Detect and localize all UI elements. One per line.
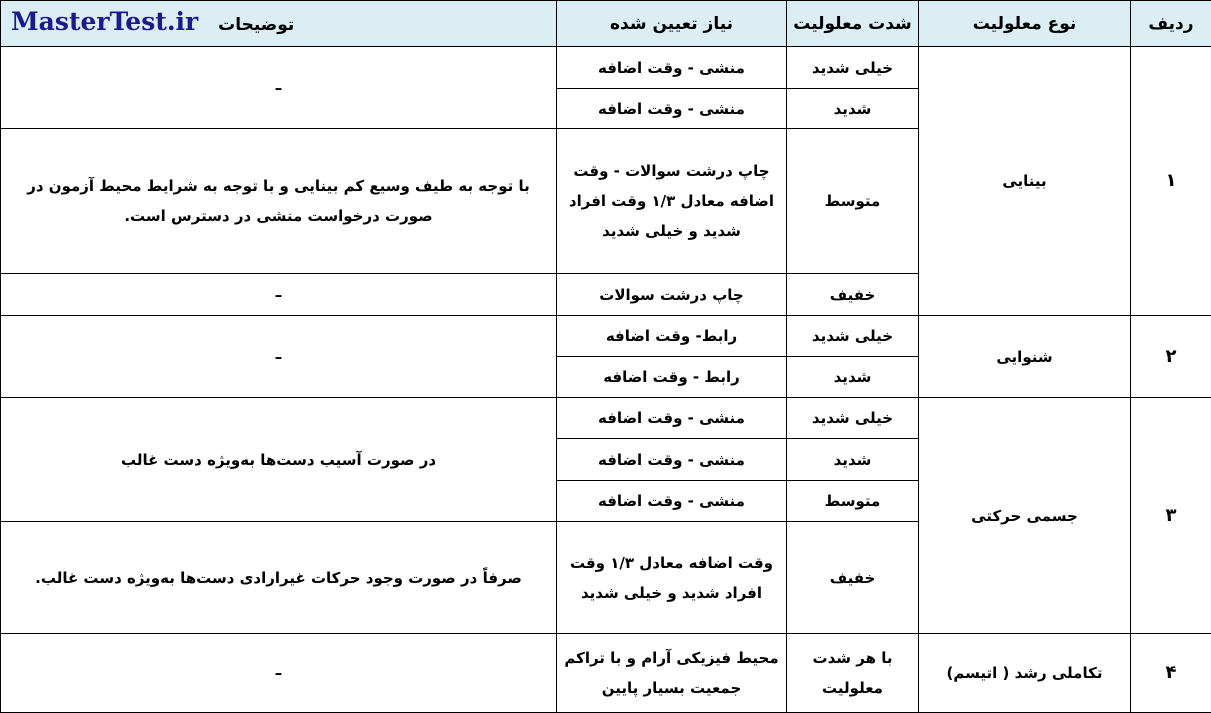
notes: – bbox=[1, 316, 557, 398]
notes: در صورت آسیب دست‌ها به‌ویژه دست غالب bbox=[1, 398, 557, 522]
table-row bbox=[1, 316, 1211, 357]
notes: صرفاً در صورت وجود حرکات غیرارادی دست‌ها به‌ویژه دست غالب. bbox=[1, 522, 557, 634]
severity: خیلی شدید bbox=[787, 316, 919, 357]
row-number: ۱ bbox=[1131, 47, 1211, 316]
notes: – bbox=[1, 634, 557, 713]
notes: – bbox=[1, 47, 557, 129]
disability-type: تکاملی رشد ( اتیسم) bbox=[919, 634, 1131, 713]
severity: متوسط bbox=[787, 129, 919, 274]
need: چاپ درشت سوالات bbox=[557, 274, 787, 316]
disability-type: شنوایی bbox=[919, 316, 1131, 398]
need: رابط- وقت اضافه bbox=[557, 316, 787, 357]
row-number: ۳ bbox=[1131, 398, 1211, 634]
severity: خیلی شدید bbox=[787, 47, 919, 89]
header-severity: شدت معلولیت bbox=[787, 1, 919, 47]
need: منشی - وقت اضافه bbox=[557, 89, 787, 129]
table-row bbox=[1, 398, 1211, 439]
header-need: نیاز تعیین شده bbox=[557, 1, 787, 47]
severity: شدید bbox=[787, 89, 919, 129]
table-row bbox=[1, 47, 1211, 89]
severity: با هر شدت معلولیت bbox=[787, 634, 919, 713]
severity: خیلی شدید bbox=[787, 398, 919, 439]
severity: شدید bbox=[787, 439, 919, 481]
disability-type: بینایی bbox=[919, 47, 1131, 316]
need: منشی - وقت اضافه bbox=[557, 47, 787, 89]
severity: شدید bbox=[787, 357, 919, 398]
notes: با توجه به طیف وسیع کم بینایی و با توجه به شرایط محیط آزمون در صورت درخواست منشی در دسترس است. bbox=[1, 129, 557, 274]
row-number: ۲ bbox=[1131, 316, 1211, 398]
severity: خفیف bbox=[787, 522, 919, 634]
need: منشی - وقت اضافه bbox=[557, 481, 787, 522]
need: رابط - وقت اضافه bbox=[557, 357, 787, 398]
header-row bbox=[1, 1, 1211, 47]
need: وقت اضافه معادل ۱/۳ وقت افراد شدید و خیلی شدید bbox=[557, 522, 787, 634]
need: منشی - وقت اضافه bbox=[557, 439, 787, 481]
header-type: نوع معلولیت bbox=[919, 1, 1131, 47]
row-number: ۴ bbox=[1131, 634, 1211, 713]
header-row-no: ردیف bbox=[1131, 1, 1211, 47]
header-notes-label: توضیحات bbox=[218, 10, 294, 40]
disability-type: جسمی حرکتی bbox=[919, 398, 1131, 634]
need: محیط فیزیکی آرام و با تراکم جمعیت بسیار پایین bbox=[557, 634, 787, 713]
header-notes bbox=[1, 1, 557, 47]
table-row bbox=[1, 634, 1211, 713]
brand-watermark: MasterTest.ir bbox=[11, 7, 198, 37]
need: منشی - وقت اضافه bbox=[557, 398, 787, 439]
severity: خفیف bbox=[787, 274, 919, 316]
notes: – bbox=[1, 274, 557, 316]
need: چاپ درشت سوالات - وقت اضافه معادل ۱/۳ وقت افراد شدید و خیلی شدید bbox=[557, 129, 787, 274]
severity: متوسط bbox=[787, 481, 919, 522]
